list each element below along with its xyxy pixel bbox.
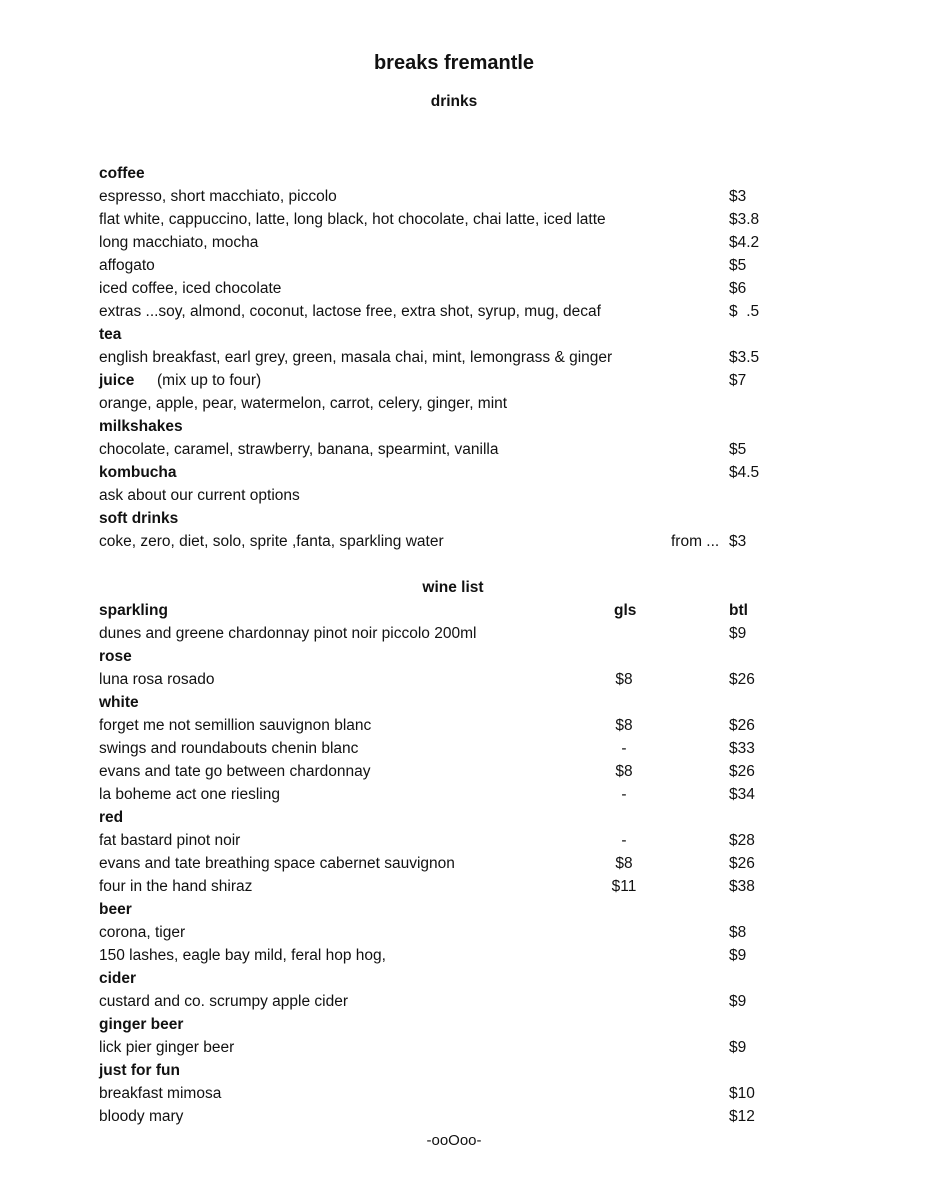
section-heading-label: tea: [99, 326, 122, 343]
section-heading-kombucha: [99, 461, 799, 484]
item-name: long macchiato, mocha: [99, 234, 259, 251]
section-heading-label: beer: [99, 901, 132, 918]
item-glass-price: -: [621, 832, 627, 849]
menu-title: breaks fremantle: [373, 52, 535, 74]
section-heading-label: milkshakes: [99, 418, 183, 435]
item-name: ask about our current options: [99, 487, 300, 504]
item-name: espresso, short macchiato, piccolo: [99, 188, 337, 205]
menu-item: [99, 300, 799, 323]
menu-item: [99, 231, 799, 254]
drinks-menu: [99, 162, 799, 1128]
section-heading-cider: [99, 967, 799, 990]
item-glass-price: $8: [615, 671, 633, 688]
menu-item: [99, 438, 799, 461]
spacer: [99, 553, 799, 576]
item-price: $10: [729, 1085, 755, 1102]
section-heading-red: [99, 806, 799, 829]
wine-item: [99, 783, 799, 806]
section-heading-label: sparkling: [99, 602, 168, 619]
item-price: $3: [729, 188, 747, 205]
menu-item: [99, 990, 799, 1013]
footer-ornament: -ooOoo-: [426, 1132, 482, 1149]
section-heading-label: coffee: [99, 165, 145, 182]
section-heading-soft-drinks: [99, 507, 799, 530]
menu-item: [99, 1036, 799, 1059]
menu-item: [99, 277, 799, 300]
item-price: $5: [729, 441, 747, 458]
wine-list-title-label: wine list: [422, 579, 484, 596]
section-note: (mix up to four): [157, 372, 262, 389]
item-glass-price: $8: [615, 717, 633, 734]
section-heading-ginger-beer: [99, 1013, 799, 1036]
item-name: iced coffee, iced chocolate: [99, 280, 282, 297]
section-heading-label: rose: [99, 648, 132, 665]
item-price: $9: [729, 993, 747, 1010]
menu-item: [99, 530, 799, 553]
item-name: fat bastard pinot noir: [99, 832, 241, 849]
section-heading-just-for-fun: [99, 1059, 799, 1082]
item-glass-price: $11: [611, 878, 637, 895]
wine-item: [99, 875, 799, 898]
item-price: $12: [729, 1108, 755, 1125]
menu-item: [99, 392, 799, 415]
item-bottle-price: $26: [729, 763, 755, 780]
item-price: $9: [729, 1039, 747, 1056]
item-price: $3: [729, 533, 747, 550]
item-bottle-price: $38: [729, 878, 755, 895]
item-price: $3.8: [729, 211, 760, 228]
menu-item: [99, 208, 799, 231]
section-heading-tea: [99, 323, 799, 346]
menu-item: [99, 185, 799, 208]
item-price: $9: [729, 947, 747, 964]
column-header-btl: btl: [729, 602, 748, 619]
section-heading-coffee: [99, 162, 799, 185]
section-heading-label: cider: [99, 970, 137, 987]
item-name: bloody mary: [99, 1108, 184, 1125]
menu-item: [99, 1082, 799, 1105]
wine-item: [99, 622, 799, 645]
item-name: flat white, cappuccino, latte, long black, hot chocolate, chai latte, iced latte: [99, 211, 606, 228]
item-bottle-price: $28: [729, 832, 755, 849]
item-price-prefix: from ...: [671, 533, 720, 550]
menu-item: [99, 484, 799, 507]
item-glass-price: $8: [615, 763, 633, 780]
item-name: extras ...soy, almond, coconut, lactose free, extra shot, syrup, mug, decaf: [99, 303, 601, 320]
item-bottle-price: $33: [729, 740, 755, 757]
item-name: breakfast mimosa: [99, 1085, 222, 1102]
item-name: chocolate, caramel, strawberry, banana, spearmint, vanilla: [99, 441, 499, 458]
item-name: la boheme act one riesling: [99, 786, 280, 803]
item-price: $4.2: [729, 234, 760, 251]
item-name: coke, zero, diet, solo, sprite ,fanta, sparkling water: [99, 533, 444, 550]
section-heading-label: soft drinks: [99, 510, 179, 527]
section-heading-milkshakes: [99, 415, 799, 438]
menu-item: [99, 346, 799, 369]
section-price: $7: [729, 372, 747, 389]
item-name: forget me not semillion sauvignon blanc: [99, 717, 372, 734]
section-heading-white: [99, 691, 799, 714]
item-name: swings and roundabouts chenin blanc: [99, 740, 359, 757]
menu-item: [99, 921, 799, 944]
item-price: $3.5: [729, 349, 760, 366]
section-heading-label: juice: [99, 372, 135, 389]
section-heading-label: just for fun: [99, 1062, 180, 1079]
item-name: english breakfast, earl grey, green, masala chai, mint, lemongrass & ginger: [99, 349, 613, 366]
section-heading-label: kombucha: [99, 464, 177, 481]
item-price: $5: [729, 257, 747, 274]
wine-item: [99, 829, 799, 852]
item-name: dunes and greene chardonnay pinot noir piccolo 200ml: [99, 625, 477, 642]
item-bottle-price: $34: [729, 786, 755, 803]
item-glass-price: -: [621, 740, 627, 757]
column-header-gls: gls: [614, 602, 637, 619]
item-glass-price: -: [621, 786, 627, 803]
wine-item: [99, 852, 799, 875]
item-glass-price: $8: [615, 855, 633, 872]
item-price: $ .5: [729, 303, 760, 320]
wine-list-title: [99, 576, 799, 599]
item-bottle-price: $26: [729, 671, 755, 688]
section-heading-label: white: [99, 694, 139, 711]
wine-item: [99, 737, 799, 760]
menu-item: [99, 1105, 799, 1128]
section-price: $4.5: [729, 464, 760, 481]
section-heading-rose: [99, 645, 799, 668]
section-heading-sparkling: [99, 599, 799, 622]
item-price: $6: [729, 280, 747, 297]
item-name: luna rosa rosado: [99, 671, 215, 688]
wine-item: [99, 760, 799, 783]
item-name: orange, apple, pear, watermelon, carrot, celery, ginger, mint: [99, 395, 508, 412]
wine-item: [99, 668, 799, 691]
section-heading-label: red: [99, 809, 124, 826]
item-price: $8: [729, 924, 747, 941]
wine-item: [99, 714, 799, 737]
menu-item: [99, 944, 799, 967]
item-name: corona, tiger: [99, 924, 186, 941]
item-name: custard and co. scrumpy apple cider: [99, 993, 348, 1010]
menu-item: [99, 254, 799, 277]
item-name: evans and tate go between chardonnay: [99, 763, 371, 780]
item-name: lick pier ginger beer: [99, 1039, 235, 1056]
item-bottle-price: $26: [729, 855, 755, 872]
item-name: evans and tate breathing space cabernet sauvignon: [99, 855, 455, 872]
menu-subtitle: drinks: [430, 93, 478, 110]
item-bottle-price: $26: [729, 717, 755, 734]
item-name: affogato: [99, 257, 155, 274]
item-name: 150 lashes, eagle bay mild, feral hop hog,: [99, 947, 386, 964]
section-heading-label: ginger beer: [99, 1016, 184, 1033]
item-name: four in the hand shiraz: [99, 878, 253, 895]
section-heading-beer: [99, 898, 799, 921]
item-bottle-price: $9: [729, 625, 747, 642]
section-heading-juice: [99, 369, 799, 392]
